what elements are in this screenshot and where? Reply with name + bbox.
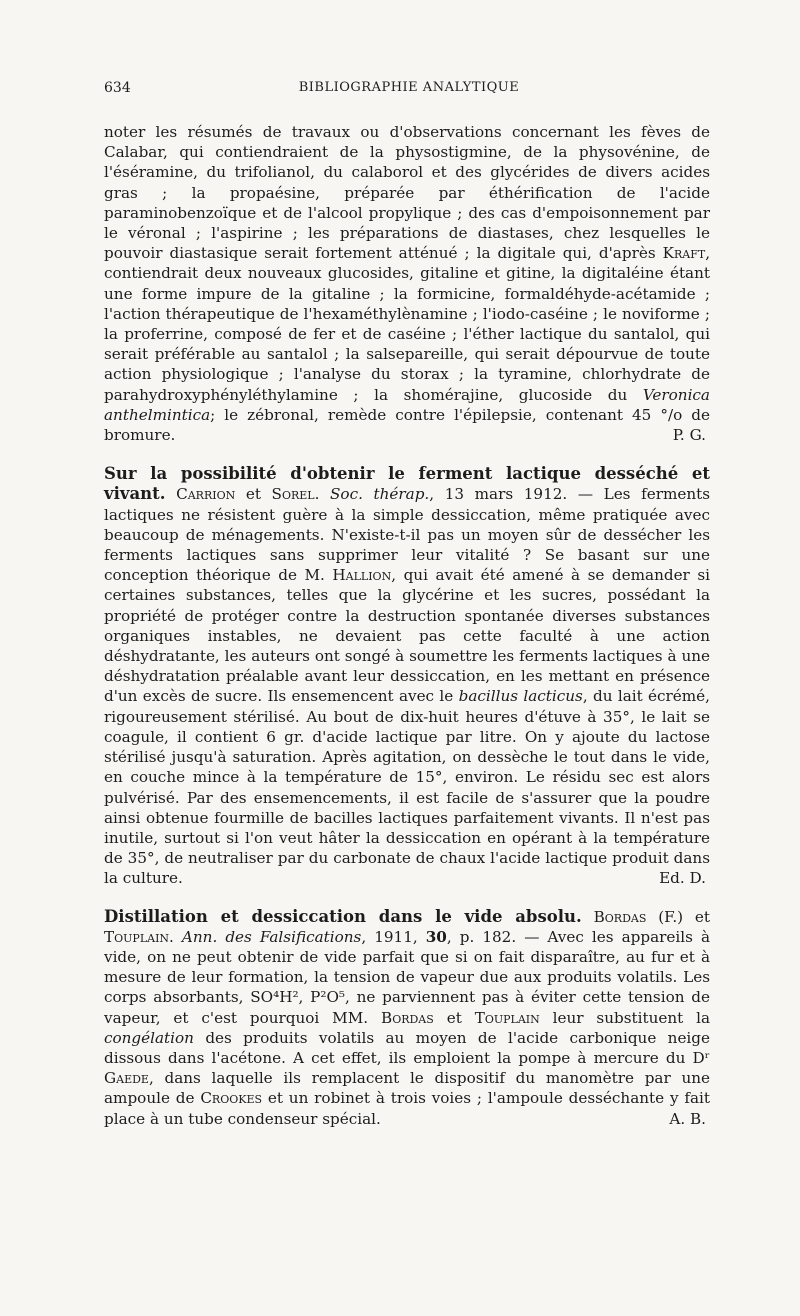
emphasized-term: congélation [104, 1028, 194, 1047]
person-name: Hallion [332, 566, 392, 585]
abstract-text: , 13 mars 1912. — Les ferments lactiques ne résistent guère à la simple dessiccation, même pratiquée avec beaucoup de ménagements. N'existe-t-il pas un moyen sûr de dessécher les ferments lactiques sans supprimer leur vitalité ? Se basant sur une conception théorique de M. [104, 485, 711, 585]
author-initial: (F.) [658, 907, 684, 926]
paragraph-text: ; le zébronal, remède contre l'épilepsie, contenant 45 °/o de bromure. [104, 405, 710, 445]
author-name: Bordas [593, 907, 647, 926]
abstract-text: , dans laquelle ils remplacent le dispositif du manomètre par une ampoule de [104, 1069, 710, 1108]
article-title: Sur la possibilité d'obtenir le ferment lactique desséché et vivant. [104, 464, 710, 504]
reference-year: , 1911, [361, 927, 418, 946]
journal-name: Ann. des Falsifications [181, 927, 362, 946]
reference-volume: 30 [425, 927, 447, 946]
abstract-entry [104, 907, 710, 1129]
signature: Ed. D. [659, 869, 706, 888]
continued-paragraph [104, 122, 710, 445]
page-body [104, 122, 710, 1129]
page-number: 634 [104, 80, 131, 96]
running-head: BIBLIOGRAPHIE ANALYTIQUE [298, 80, 520, 95]
page-header [104, 80, 714, 102]
journal-name: Soc. thérap. [330, 485, 430, 504]
species-name: bacillus lacticus [458, 687, 583, 706]
abstract-text: et un robinet à trois voies ; l'ampoule desséchante y fait place à un tube condenseur spécial. [104, 1089, 710, 1128]
conjunction: et [245, 485, 261, 504]
conjunction: et [694, 907, 711, 926]
author-name: Sorel. [271, 485, 320, 504]
conjunction: et [446, 1008, 462, 1027]
author-name: Carrion [176, 485, 236, 504]
abstract-text: , qui avait été amené à se demander si certaines substances, telles que la glycérine et les sucres, possédant la propriété de protéger contre la destruction spontanée diverses substances organiques instables, ne devaient pas cette faculté à une action déshydratante, les auteurs ont songé à soumettre les ferments lactiques à une déshydratation préalable avant leur dessiccation, en les mettant en présence d'un excès de sucre. Ils ensemencent avec le [104, 566, 711, 706]
paragraph-text: noter les résumés de travaux ou d'observations concernant les fèves de Calabar, qui contiendraient de la physostigmine, de la physovénine, de l'éséramine, du trifolianol, du calaborol et des glycérides de divers acides gras ; la propaésine, préparée par éthérification de l'acide paraminobenzoïque et de l'alcool propylique ; des cas d'empoisonnement par le véronal ; l'aspirine ; les préparations de diastases, chez lesquelles le pouvoir diastasique serait fortement atténué ; la digitale qui, d'après [104, 123, 710, 263]
signature: A. B. [669, 1109, 706, 1128]
signature: P. G. [672, 426, 706, 445]
article-title: Distillation et dessiccation dans le vide absolu. [104, 906, 582, 926]
author-name: Kraft [662, 244, 706, 263]
abstract-text: , p. 182. — Avec les appareils à vide, on ne peut obtenir de vide parfait que si on fait disparaître, au fur et à mesure de leur formation, la tension de vapeur due aux produits volatils. Les corps absorbants, SO⁴H², P²O⁵, ne parviennent pas à éviter cette tension de vapeur, et c'est pourquoi MM. [104, 927, 711, 1027]
person-name: Touplain [474, 1008, 540, 1027]
person-name: Crookes [200, 1089, 263, 1108]
paragraph-text: , contiendrait deux nouveaux glucosides, gitaline et gitine, la digitaléine étant une forme impure de la gitaline ; la formicine, formaldéhyde-acétamide ; l'action thérapeutique de l'hexaméthylènamine ; l'iodo-caséine ; le noviforme ; la proferrine, composé de fer et de caséine ; l'éther lactique du santalol, qui serait préférable au santalol ; la salsepareille, qui serait dépourvue de toute action physiologique ; l'analyse du storax ; la tyramine, chlorhydrate de parahydroxyphényléthylamine ; la shomérajine, glucoside du [104, 244, 711, 404]
abstract-text: , du lait écrémé, rigoureusement stérilisé. Au bout de dix-huit heures d'étuve à 35°, le lait se coagule, il contient 6 gr. d'acide lactique par litre. On y ajoute du lactose stérilisé jusqu'à saturation. Après agitation, on dessèche le tout dans le vide, en couche mince à la température de 15°, environ. Le résidu sec est alors pulvérisé. Par des ensemencements, il est facile de s'assurer que la poudre ainsi obtenue fourmille de bacilles lactiques parfaitement vivants. Il n'est pas inutile, surtout si l'on veut hâter la dessiccation en opérant à la température de 35°, de neutraliser par du carbonate de chaux l'acide lactique produit dans la culture. [104, 687, 711, 888]
person-name: Bordas [381, 1008, 434, 1027]
abstract-text: leur substituent la [552, 1008, 711, 1027]
author-name: Touplain. [104, 927, 174, 946]
abstract-text: des produits volatils au moyen de l'acide carbonique neige dissous dans l'acétone. A cet effet, ils emploient la pompe à mercure du Dʳ [104, 1028, 711, 1067]
species-name: Veronica anthelmintica [104, 385, 710, 424]
abstract-entry [104, 464, 710, 888]
person-name: Gaede [104, 1069, 149, 1088]
